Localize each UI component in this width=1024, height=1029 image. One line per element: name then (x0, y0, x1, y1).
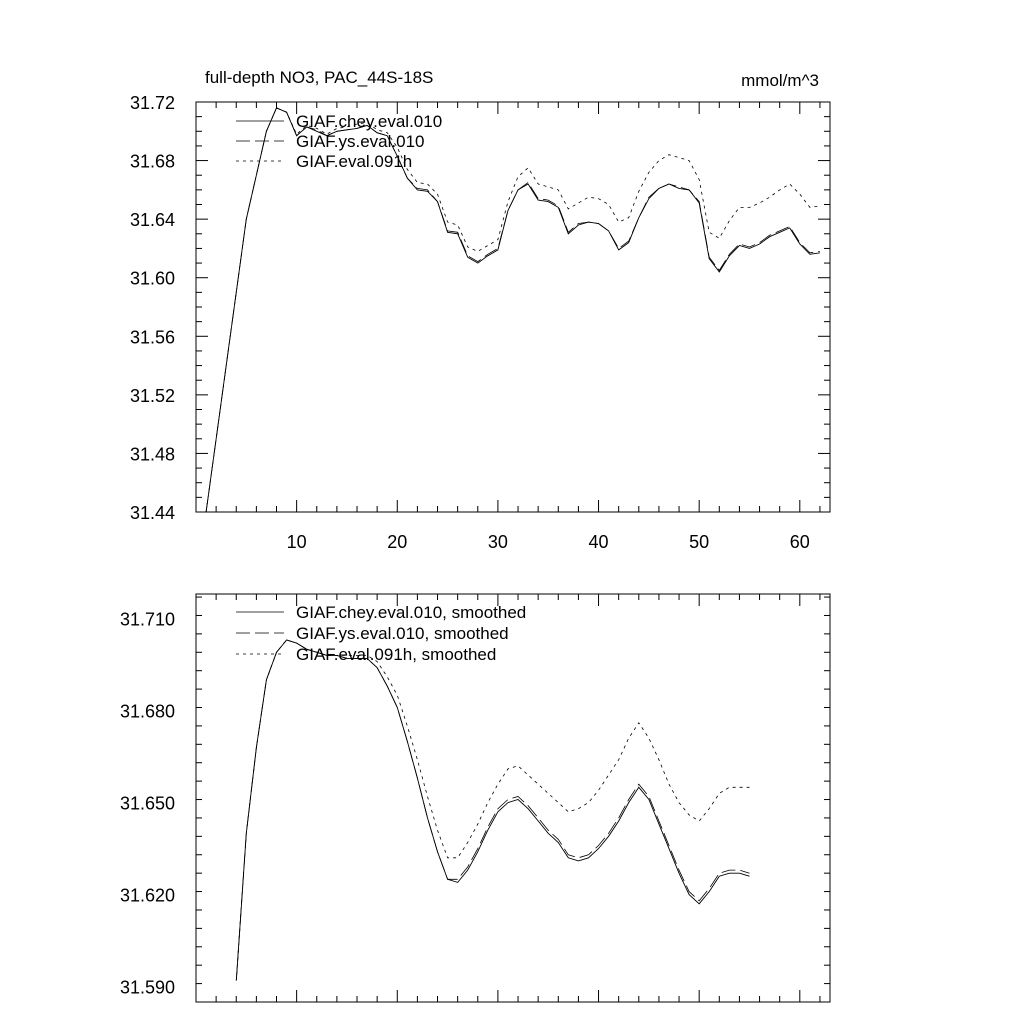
y-tick-label: 31.64 (129, 210, 175, 231)
plot-frame (196, 102, 830, 512)
y-axis (130, 93, 830, 523)
legend (236, 603, 526, 664)
series-line-2 (236, 640, 749, 981)
legend-label: GIAF.ys.eval.010 (296, 132, 425, 151)
y-tick-label: 31.620 (119, 885, 175, 906)
chart-title: full-depth NO3, PAC_44S-18S (205, 68, 434, 87)
series-line-3 (236, 640, 749, 981)
y-tick-label: 31.68 (129, 151, 175, 172)
x-tick-label: 30 (487, 532, 508, 552)
panel-bottom (120, 594, 830, 1002)
legend-label: GIAF.chey.eval.010, smoothed (296, 603, 527, 622)
chart-units: mmol/m^3 (741, 71, 819, 90)
y-tick-label: 31.48 (129, 444, 175, 465)
x-tick-label: 20 (387, 532, 408, 552)
y-tick-label: 31.52 (129, 385, 175, 406)
x-tick-label: 50 (689, 532, 710, 552)
x-tick-label: 60 (789, 532, 810, 552)
y-tick-label: 31.590 (119, 977, 175, 998)
y-tick-label: 31.650 (119, 793, 175, 814)
legend-label: GIAF.ys.eval.010, smoothed (296, 624, 509, 643)
legend-label: GIAF.eval.091h (296, 152, 413, 171)
y-tick-label: 31.710 (119, 609, 175, 630)
x-tick-label: 10 (286, 532, 307, 552)
x-tick-label: 40 (588, 532, 609, 552)
y-tick-label: 31.56 (129, 327, 175, 348)
legend-label: GIAF.chey.eval.010 (296, 112, 443, 131)
y-tick-label: 31.60 (129, 268, 175, 289)
legend (236, 112, 442, 171)
y-tick-label: 31.72 (129, 93, 175, 113)
legend-label: GIAF.eval.091h, smoothed (296, 645, 497, 664)
series-line-1 (236, 640, 749, 981)
y-tick-label: 31.44 (129, 503, 175, 523)
panel-top (130, 68, 830, 552)
y-tick-label: 31.680 (119, 701, 175, 722)
series-group (236, 640, 749, 981)
